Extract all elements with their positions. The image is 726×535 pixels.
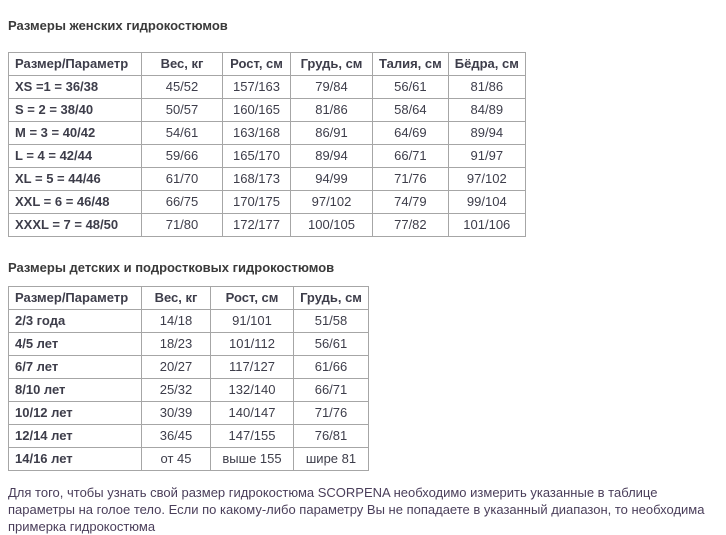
value-cell: 66/75 bbox=[142, 191, 223, 214]
value-cell: 79/84 bbox=[291, 76, 373, 99]
table-row bbox=[9, 214, 526, 237]
kids-sizes-title: Размеры детских и подростковых гидрокостюмов bbox=[8, 260, 335, 275]
value-cell: выше 155 bbox=[211, 448, 294, 471]
value-cell: 61/66 bbox=[294, 356, 369, 379]
value-cell: 89/94 bbox=[448, 122, 525, 145]
value-cell: 157/163 bbox=[223, 76, 291, 99]
value-cell: 170/175 bbox=[223, 191, 291, 214]
women-sizes-title: Размеры женских гидрокостюмов bbox=[8, 18, 228, 33]
header-cell: Вес, кг bbox=[142, 53, 223, 76]
value-cell: 89/94 bbox=[291, 145, 373, 168]
value-cell: 140/147 bbox=[211, 402, 294, 425]
table-row bbox=[9, 99, 526, 122]
value-cell: 97/102 bbox=[291, 191, 373, 214]
value-cell: 132/140 bbox=[211, 379, 294, 402]
size-label-cell: 6/7 лет bbox=[9, 356, 142, 379]
size-label-cell: XXL = 6 = 46/48 bbox=[9, 191, 142, 214]
table-row bbox=[9, 191, 526, 214]
value-cell: 97/102 bbox=[448, 168, 525, 191]
table-row bbox=[9, 145, 526, 168]
value-cell: 56/61 bbox=[373, 76, 449, 99]
size-label-cell: XS =1 = 36/38 bbox=[9, 76, 142, 99]
size-label-cell: S = 2 = 38/40 bbox=[9, 99, 142, 122]
value-cell: 18/23 bbox=[142, 333, 211, 356]
table-row bbox=[9, 448, 369, 471]
header-row bbox=[9, 287, 369, 310]
value-cell: 59/66 bbox=[142, 145, 223, 168]
value-cell: 61/70 bbox=[142, 168, 223, 191]
value-cell: 66/71 bbox=[294, 379, 369, 402]
value-cell: 81/86 bbox=[448, 76, 525, 99]
header-row bbox=[9, 53, 526, 76]
value-cell: 74/79 bbox=[373, 191, 449, 214]
size-label-cell: XL = 5 = 44/46 bbox=[9, 168, 142, 191]
value-cell: 101/106 bbox=[448, 214, 525, 237]
value-cell: 64/69 bbox=[373, 122, 449, 145]
value-cell: 77/82 bbox=[373, 214, 449, 237]
value-cell: 56/61 bbox=[294, 333, 369, 356]
value-cell: от 45 bbox=[142, 448, 211, 471]
value-cell: 165/170 bbox=[223, 145, 291, 168]
table-row bbox=[9, 76, 526, 99]
value-cell: 160/165 bbox=[223, 99, 291, 122]
size-label-cell: 2/3 года bbox=[9, 310, 142, 333]
value-cell: 91/101 bbox=[211, 310, 294, 333]
value-cell: 14/18 bbox=[142, 310, 211, 333]
value-cell: 50/57 bbox=[142, 99, 223, 122]
value-cell: 30/39 bbox=[142, 402, 211, 425]
size-label-cell: 10/12 лет bbox=[9, 402, 142, 425]
value-cell: 54/61 bbox=[142, 122, 223, 145]
value-cell: 51/58 bbox=[294, 310, 369, 333]
value-cell: 25/32 bbox=[142, 379, 211, 402]
value-cell: шире 81 bbox=[294, 448, 369, 471]
size-label-cell: XXXL = 7 = 48/50 bbox=[9, 214, 142, 237]
param-header-cell: Размер/Параметр bbox=[9, 53, 142, 76]
param-header-cell: Размер/Параметр bbox=[9, 287, 142, 310]
value-cell: 91/97 bbox=[448, 145, 525, 168]
women-sizes-table bbox=[8, 52, 526, 237]
value-cell: 36/45 bbox=[142, 425, 211, 448]
table-row bbox=[9, 356, 369, 379]
table-row bbox=[9, 310, 369, 333]
size-label-cell: 4/5 лет bbox=[9, 333, 142, 356]
value-cell: 101/112 bbox=[211, 333, 294, 356]
value-cell: 84/89 bbox=[448, 99, 525, 122]
size-label-cell: M = 3 = 40/42 bbox=[9, 122, 142, 145]
kids-sizes-table bbox=[8, 286, 369, 471]
measurement-note: Для того, чтобы узнать свой размер гидрокостюма SCORPENA необходимо измерить указанные в таблице параметры на голое тело. Если по какому-либо параметру Вы не попадаете в указанный диапазон, то необходима примерка гидрокостюма bbox=[8, 485, 705, 534]
size-label-cell: 14/16 лет bbox=[9, 448, 142, 471]
table-row bbox=[9, 402, 369, 425]
table-row bbox=[9, 122, 526, 145]
value-cell: 66/71 bbox=[373, 145, 449, 168]
value-cell: 45/52 bbox=[142, 76, 223, 99]
value-cell: 168/173 bbox=[223, 168, 291, 191]
value-cell: 99/104 bbox=[448, 191, 525, 214]
size-label-cell: L = 4 = 42/44 bbox=[9, 145, 142, 168]
size-label-cell: 12/14 лет bbox=[9, 425, 142, 448]
value-cell: 20/27 bbox=[142, 356, 211, 379]
value-cell: 58/64 bbox=[373, 99, 449, 122]
table-row bbox=[9, 333, 369, 356]
value-cell: 71/76 bbox=[373, 168, 449, 191]
value-cell: 117/127 bbox=[211, 356, 294, 379]
table-row bbox=[9, 425, 369, 448]
value-cell: 147/155 bbox=[211, 425, 294, 448]
value-cell: 76/81 bbox=[294, 425, 369, 448]
header-cell: Рост, см bbox=[211, 287, 294, 310]
header-cell: Грудь, см bbox=[291, 53, 373, 76]
table-row bbox=[9, 168, 526, 191]
header-cell: Рост, см bbox=[223, 53, 291, 76]
value-cell: 163/168 bbox=[223, 122, 291, 145]
header-cell: Талия, см bbox=[373, 53, 449, 76]
size-label-cell: 8/10 лет bbox=[9, 379, 142, 402]
header-cell: Вес, кг bbox=[142, 287, 211, 310]
value-cell: 71/80 bbox=[142, 214, 223, 237]
header-cell: Бёдра, см bbox=[448, 53, 525, 76]
table-row bbox=[9, 379, 369, 402]
value-cell: 86/91 bbox=[291, 122, 373, 145]
value-cell: 172/177 bbox=[223, 214, 291, 237]
value-cell: 100/105 bbox=[291, 214, 373, 237]
value-cell: 81/86 bbox=[291, 99, 373, 122]
value-cell: 94/99 bbox=[291, 168, 373, 191]
value-cell: 71/76 bbox=[294, 402, 369, 425]
header-cell: Грудь, см bbox=[294, 287, 369, 310]
